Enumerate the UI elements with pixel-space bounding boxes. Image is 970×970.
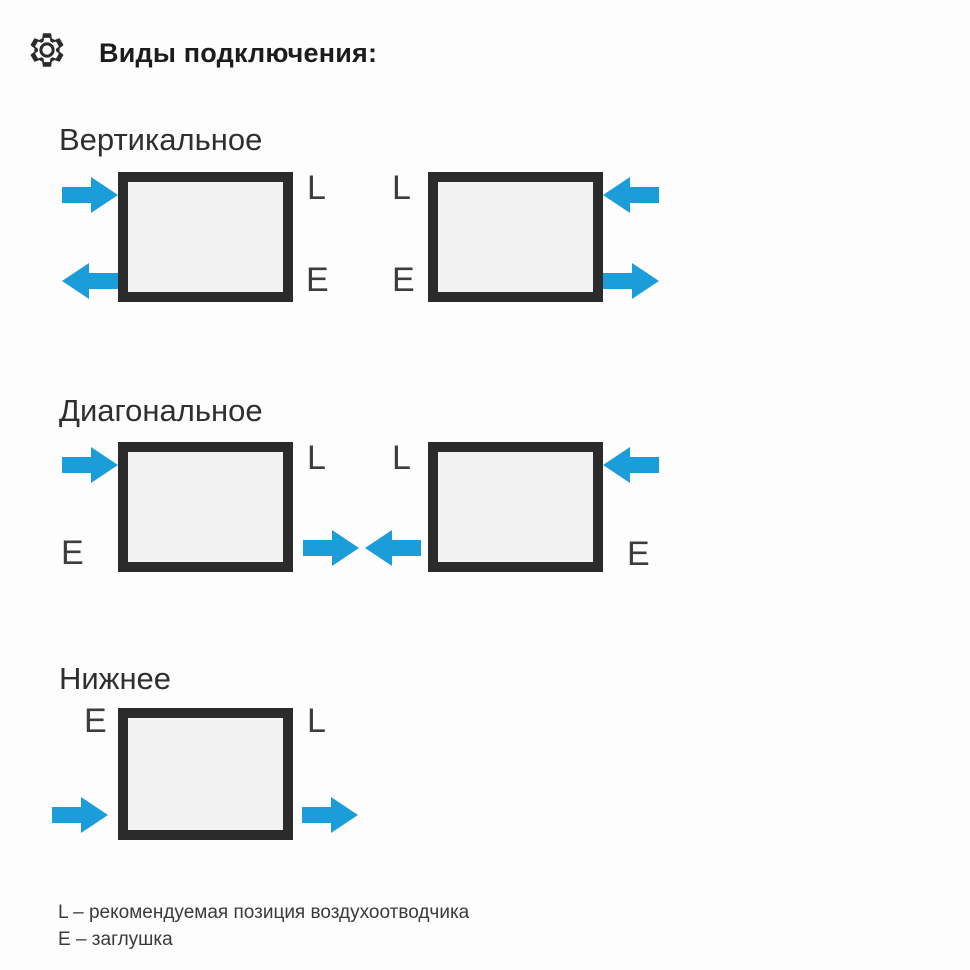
flow-arrow-inlet-icon <box>603 177 659 213</box>
radiator-rect <box>118 172 293 302</box>
section-title-bottom: Нижнее <box>59 661 172 696</box>
flow-arrow-inlet-icon <box>62 177 118 213</box>
flow-arrow-outlet-icon <box>302 797 358 833</box>
gear-icon <box>26 29 68 71</box>
port-label-L: L <box>307 702 326 740</box>
port-label-L: L <box>307 169 326 207</box>
legend-line-plug: E – заглушка <box>58 929 173 950</box>
port-label-E: E <box>84 702 107 740</box>
port-label-L: L <box>307 439 326 477</box>
legend <box>58 899 469 953</box>
flow-arrow-outlet-icon <box>365 530 421 566</box>
port-label-E: E <box>61 534 84 572</box>
port-label-L: L <box>392 439 411 477</box>
radiator-rect <box>118 442 293 572</box>
port-label-L: L <box>392 169 411 207</box>
section-title-diagonal: Диагональное <box>59 393 263 428</box>
flow-arrow-inlet-icon <box>62 447 118 483</box>
flow-arrow-inlet-icon <box>52 797 108 833</box>
radiator-rect <box>428 172 603 302</box>
flow-arrow-outlet-icon <box>603 263 659 299</box>
port-label-E: E <box>306 261 329 299</box>
flow-arrow-outlet-icon <box>62 263 118 299</box>
radiator-rect <box>428 442 603 572</box>
port-label-E: E <box>627 535 650 573</box>
page-title: Виды подключения: <box>99 38 378 68</box>
section-title-vertical: Вертикальное <box>59 122 263 157</box>
flow-arrow-inlet-icon <box>603 447 659 483</box>
radiator-rect <box>118 708 293 840</box>
legend-line-vent: L – рекомендуемая позиция воздухоотводчика <box>58 902 470 923</box>
flow-arrow-outlet-icon <box>303 530 359 566</box>
port-label-E: E <box>392 261 415 299</box>
